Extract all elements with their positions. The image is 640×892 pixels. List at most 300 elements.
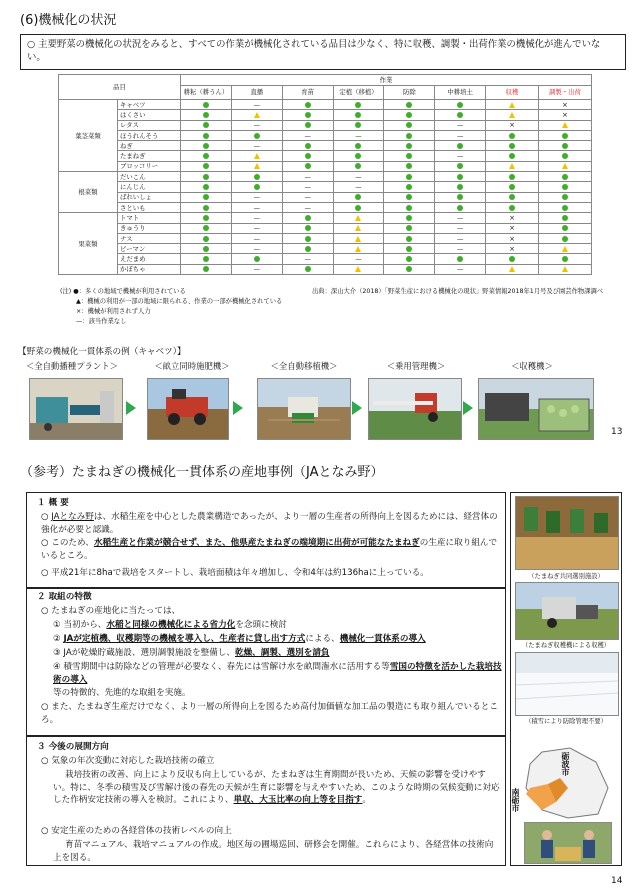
- green-circle-icon: [562, 215, 568, 221]
- mechanized-mark: [435, 172, 486, 182]
- table-row: [59, 141, 592, 151]
- mechanized-mark: [181, 120, 232, 130]
- mechanized-mark: [333, 151, 384, 161]
- features-tail: 等の特徴的、先進的な取組を実施。: [53, 688, 191, 698]
- manual-mark: [538, 110, 591, 120]
- not-applicable-mark: —: [333, 172, 384, 182]
- yellow-triangle-icon: [355, 225, 361, 231]
- mechanized-mark: [538, 213, 591, 223]
- green-circle-icon: [406, 266, 412, 272]
- mechanized-mark: [486, 182, 539, 192]
- green-circle-icon: [203, 102, 209, 108]
- yellow-triangle-icon: [509, 266, 515, 272]
- green-circle-icon: [355, 102, 361, 108]
- mechanized-mark: [282, 161, 333, 171]
- green-circle-icon: [203, 122, 209, 128]
- partial-mark: [231, 110, 282, 120]
- green-circle-icon: [562, 256, 568, 262]
- header-item: 品目: [59, 75, 181, 100]
- not-applicable-mark: —: [435, 233, 486, 243]
- green-circle-icon: [562, 205, 568, 211]
- green-circle-icon: [406, 256, 412, 262]
- mechanized-mark: [282, 141, 333, 151]
- green-circle-icon: [203, 194, 209, 200]
- yellow-triangle-icon: [355, 246, 361, 252]
- partial-mark: [486, 100, 539, 110]
- mechanized-mark: [435, 141, 486, 151]
- not-applicable-mark: —: [231, 233, 282, 243]
- feature-2-underline-1: JAが定植機、収穫期等の機械を導入し、生産者に貸し出す方式: [63, 634, 306, 644]
- crop-name: トマト: [117, 213, 180, 223]
- mechanized-mark: [538, 223, 591, 233]
- partial-mark: [333, 244, 384, 254]
- partial-mark: [333, 223, 384, 233]
- flow-arrow-3: [352, 401, 362, 415]
- green-circle-icon: [406, 246, 412, 252]
- green-circle-icon: [355, 143, 361, 149]
- mechanized-mark: [486, 254, 539, 264]
- crop-name: ナス: [117, 233, 180, 243]
- cabbage-flow-title: 【野菜の機械化一貫体系の例（キャベツ）】: [18, 347, 186, 357]
- table-row: [59, 182, 592, 192]
- crop-name: きゅうり: [117, 223, 180, 233]
- mechanized-mark: [282, 223, 333, 233]
- green-circle-icon: [457, 256, 463, 262]
- green-circle-icon: [562, 143, 568, 149]
- mechanized-mark: [538, 130, 591, 140]
- manual-mark: [486, 244, 539, 254]
- green-circle-icon: [355, 163, 361, 169]
- green-circle-icon: [509, 194, 515, 200]
- cross-icon: ×: [509, 244, 515, 253]
- mechanized-mark: [384, 244, 435, 254]
- work-header: 直播: [231, 86, 282, 100]
- green-circle-icon: [305, 163, 311, 169]
- green-circle-icon: [457, 174, 463, 180]
- future-item-1-end: 。: [362, 795, 372, 806]
- mechanized-mark: [538, 202, 591, 212]
- green-circle-icon: [406, 153, 412, 159]
- not-applicable-mark: —: [282, 254, 333, 264]
- mechanized-mark: [384, 233, 435, 243]
- mechanized-mark: [333, 161, 384, 171]
- mechanized-mark: [486, 172, 539, 182]
- caption-harvester: （たまねぎ収穫機による収穫）: [521, 642, 611, 649]
- step-label-2: ＜畝立同時施肥機＞: [154, 361, 230, 371]
- caption-sorting: （たまねぎ共同選別施設）: [528, 573, 604, 580]
- future-item-1-underline: 単収、大玉比率の向上等を目指す: [233, 795, 363, 806]
- mechanized-mark: [282, 264, 333, 274]
- table-row: [59, 120, 592, 130]
- green-circle-icon: [406, 112, 412, 118]
- mechanized-mark: [181, 110, 232, 120]
- not-applicable-mark: —: [231, 120, 282, 130]
- partial-mark: [538, 120, 591, 130]
- yellow-triangle-icon: [355, 236, 361, 242]
- partial-mark: [538, 244, 591, 254]
- green-circle-icon: [355, 205, 361, 211]
- green-circle-icon: [562, 184, 568, 190]
- yellow-triangle-icon: [509, 102, 515, 108]
- yellow-triangle-icon: [509, 112, 515, 118]
- mechanized-mark: [384, 151, 435, 161]
- crop-name: ばれいしょ: [117, 192, 180, 202]
- mechanized-mark: [538, 151, 591, 161]
- green-circle-icon: [406, 194, 412, 200]
- crop-name: にんじん: [117, 182, 180, 192]
- green-circle-icon: [305, 122, 311, 128]
- feature-1-lead: ① 当初から、: [53, 620, 107, 630]
- crop-name: ブロッコリー: [117, 161, 180, 171]
- mechanized-mark: [384, 110, 435, 120]
- mechanized-mark: [384, 182, 435, 192]
- overview-para-3: ○ 平成21年に8haで栽培をスタートし、栽培面積は年々増加し、令和4年は約136haに上っている。: [41, 568, 429, 578]
- not-applicable-mark: —: [231, 141, 282, 151]
- green-circle-icon: [406, 225, 412, 231]
- green-circle-icon: [509, 133, 515, 139]
- not-applicable-mark: —: [435, 223, 486, 233]
- mechanized-mark: [333, 100, 384, 110]
- green-circle-icon: [355, 122, 361, 128]
- yellow-triangle-icon: [355, 266, 361, 272]
- mechanized-mark: [384, 100, 435, 110]
- green-circle-icon: [406, 215, 412, 221]
- green-circle-icon: [509, 174, 515, 180]
- mechanized-mark: [435, 202, 486, 212]
- mechanized-mark: [181, 172, 232, 182]
- partial-mark: [486, 110, 539, 120]
- table-row: [59, 244, 592, 254]
- mechanized-mark: [486, 130, 539, 140]
- table-row: [59, 202, 592, 212]
- not-applicable-mark: —: [231, 192, 282, 202]
- table-row: [59, 254, 592, 264]
- partial-mark: [538, 161, 591, 171]
- green-circle-icon: [305, 215, 311, 221]
- yellow-triangle-icon: [562, 122, 568, 128]
- mechanized-mark: [181, 141, 232, 151]
- green-circle-icon: [203, 112, 209, 118]
- feature-1-rest: を念頭に検討: [235, 620, 287, 630]
- group-label: 果菜類: [59, 213, 118, 275]
- feature-3-underline: 乾燥、調製、選別を請負: [234, 648, 330, 658]
- yellow-triangle-icon: [562, 163, 568, 169]
- mechanized-mark: [181, 192, 232, 202]
- overview-p1-underline: JAとなみ野: [51, 512, 94, 522]
- future-item-2-body: 育苗マニュアル、栽培マニュアルの作成。地区毎の圃場巡回、研修会を開催。これらにより、各経営体の技術向上を図る。: [53, 840, 494, 863]
- overview-p1-lead: ○: [41, 512, 52, 522]
- green-circle-icon: [406, 133, 412, 139]
- mechanized-mark: [181, 202, 232, 212]
- mechanized-mark: [384, 223, 435, 233]
- green-circle-icon: [254, 133, 260, 139]
- green-circle-icon: [406, 143, 412, 149]
- table-row: [59, 172, 592, 182]
- future-item-1-body: [53, 769, 501, 807]
- harvester-photo: [478, 378, 594, 440]
- mechanized-mark: [384, 120, 435, 130]
- table-row: [59, 161, 592, 171]
- not-applicable-mark: —: [231, 213, 282, 223]
- manual-mark: [486, 213, 539, 223]
- not-applicable-mark: —: [282, 172, 333, 182]
- feature-4: [53, 661, 503, 686]
- table-row: [59, 192, 592, 202]
- not-applicable-mark: —: [333, 130, 384, 140]
- yellow-triangle-icon: [562, 266, 568, 272]
- mechanized-mark: [538, 172, 591, 182]
- green-circle-icon: [203, 143, 209, 149]
- green-circle-icon: [406, 163, 412, 169]
- feature-3: [53, 647, 503, 660]
- crop-name: ほうれんそう: [117, 130, 180, 140]
- green-circle-icon: [254, 256, 260, 262]
- green-circle-icon: [305, 246, 311, 252]
- summary-box: ○ 主要野菜の機械化の状況をみると、すべての作業が機械化されている品目は少なく、特に収穫、調製・出荷作業の機械化が進んでいない。: [20, 34, 626, 70]
- work-header: 育苗: [282, 86, 333, 100]
- map-label-tonami: 砺波市: [561, 752, 570, 776]
- table-notes: [60, 287, 282, 327]
- green-circle-icon: [562, 236, 568, 242]
- mechanized-mark: [282, 151, 333, 161]
- crop-name: かぼちゃ: [117, 264, 180, 274]
- green-circle-icon: [509, 184, 515, 190]
- green-circle-icon: [509, 256, 515, 262]
- yellow-triangle-icon: [562, 246, 568, 252]
- green-circle-icon: [203, 236, 209, 242]
- feature-1: [53, 619, 503, 632]
- partial-mark: [333, 264, 384, 274]
- sorting-facility-photo: [515, 496, 619, 570]
- crop-name: はくさい: [117, 110, 180, 120]
- green-circle-icon: [203, 225, 209, 231]
- mechanized-mark: [333, 192, 384, 202]
- green-circle-icon: [355, 112, 361, 118]
- mechanized-mark: [181, 264, 232, 274]
- mechanized-mark: [231, 254, 282, 264]
- flow-arrow-4: [463, 401, 473, 415]
- partial-mark: [486, 161, 539, 171]
- mechanized-mark: [282, 100, 333, 110]
- not-applicable-mark: —: [435, 244, 486, 254]
- not-applicable-mark: —: [333, 182, 384, 192]
- mechanized-mark: [435, 182, 486, 192]
- crop-name: さといも: [117, 202, 180, 212]
- feature-4-underline: 雪国の特徴を活かした栽培技術の導入: [53, 662, 502, 685]
- green-circle-icon: [355, 194, 361, 200]
- not-applicable-mark: —: [435, 264, 486, 274]
- not-applicable-mark: —: [282, 202, 333, 212]
- mechanized-mark: [181, 100, 232, 110]
- partial-mark: [231, 151, 282, 161]
- mechanized-mark: [231, 172, 282, 182]
- green-circle-icon: [562, 153, 568, 159]
- mechanized-mark: [282, 120, 333, 130]
- overview-p1-rest: は、水稲生産を中心とした農業構造であったが、より一層の生産者の所得向上を図るためには、経営体の強化が必要と認識。: [41, 512, 498, 535]
- mechanized-mark: [384, 254, 435, 264]
- green-circle-icon: [406, 236, 412, 242]
- onion-harvester-photo: [515, 582, 619, 640]
- green-circle-icon: [406, 174, 412, 180]
- cross-icon: ×: [509, 121, 515, 130]
- manual-mark: [486, 120, 539, 130]
- overview-p2-lead: ○ このため、: [41, 538, 94, 548]
- green-circle-icon: [457, 143, 463, 149]
- map-label-nanto: 南砺市: [511, 788, 520, 812]
- overview-p2-underline: 水稲生産と作業が競合せず、また、他県産たまねぎの端境期に出荷が可能なたまねぎ: [93, 538, 420, 548]
- step-label-3: ＜全自動移植機＞: [270, 361, 338, 371]
- mechanized-mark: [181, 130, 232, 140]
- not-applicable-mark: —: [282, 192, 333, 202]
- header-work: 作業: [181, 75, 592, 86]
- mechanized-mark: [231, 182, 282, 192]
- note-3: ×：機械が利用されず人力: [76, 308, 151, 315]
- partial-mark: [231, 161, 282, 171]
- not-applicable-mark: —: [435, 151, 486, 161]
- future-heading: ３ 今後の展開方向: [37, 742, 109, 752]
- green-circle-icon: [203, 215, 209, 221]
- manual-mark: [538, 100, 591, 110]
- feature-4-lead: ④ 積雪期間中は防除などの管理が必要なく、春先には雪解け水を畝間潅水に活用する等: [53, 662, 390, 672]
- work-header: 調製・出荷: [538, 86, 591, 100]
- green-circle-icon: [305, 102, 311, 108]
- green-circle-icon: [509, 205, 515, 211]
- green-circle-icon: [203, 205, 209, 211]
- future-item-1-text: 栽培技術の改善、向上により反収も向上しているが、たまねぎは生育期間が長いため、天候の影響を受けやすい。特に、冬季の積雪及び雪解け後の春先の天候が生育に影響を与えやすいため、このような時期の気候変動に対応した作柄安定技術の導入を検討。これにより、: [53, 770, 500, 806]
- green-circle-icon: [562, 133, 568, 139]
- green-circle-icon: [203, 266, 209, 272]
- mechanized-mark: [333, 141, 384, 151]
- riding-management-photo: [368, 378, 462, 440]
- mechanized-mark: [384, 172, 435, 182]
- mechanized-mark: [181, 233, 232, 243]
- caption-snow: （積雪により防除管理不要）: [525, 718, 607, 725]
- group-label: 葉茎菜類: [59, 100, 118, 172]
- features-box: [26, 588, 506, 736]
- cross-icon: ×: [562, 100, 568, 109]
- note-2: ▲：機械の利用が一部の地域に限られる、作業の一部が機械化されている: [76, 298, 283, 305]
- green-circle-icon: [406, 102, 412, 108]
- step-label-5: ＜収穫機＞: [511, 361, 553, 371]
- yellow-triangle-icon: [254, 112, 260, 118]
- mechanized-mark: [538, 254, 591, 264]
- note-1: (注) ●：多くの地域で機械が利用されている: [60, 288, 186, 295]
- not-applicable-mark: —: [282, 130, 333, 140]
- transplanter-photo: [257, 378, 351, 440]
- overview-para-2: [41, 537, 499, 562]
- feature-2-underline-2: 機械化一貫体系の導入: [339, 634, 426, 644]
- partial-mark: [486, 264, 539, 274]
- green-circle-icon: [305, 225, 311, 231]
- mechanized-mark: [181, 213, 232, 223]
- green-circle-icon: [457, 184, 463, 190]
- work-header: 防除: [384, 86, 435, 100]
- mechanized-mark: [384, 161, 435, 171]
- green-circle-icon: [305, 112, 311, 118]
- ridge-fertilizer-photo: [147, 378, 229, 440]
- mechanized-mark: [181, 182, 232, 192]
- future-item-2: ○ 安定生産のための各経営体の技術レベルの向上: [41, 826, 232, 836]
- green-circle-icon: [305, 236, 311, 242]
- not-applicable-mark: —: [231, 202, 282, 212]
- mechanized-mark: [384, 192, 435, 202]
- yellow-triangle-icon: [254, 153, 260, 159]
- green-circle-icon: [457, 205, 463, 211]
- green-circle-icon: [203, 256, 209, 262]
- onion-section-title: （参考）たまねぎの機械化一貫体系の産地事例（JAとなみ野）: [20, 465, 384, 480]
- overview-p2-rest: の生産に取り組んでいるところ。: [41, 538, 498, 561]
- mechanized-mark: [486, 141, 539, 151]
- green-circle-icon: [203, 163, 209, 169]
- green-circle-icon: [457, 112, 463, 118]
- crop-name: たまねぎ: [117, 151, 180, 161]
- mechanized-mark: [181, 151, 232, 161]
- work-header: 収穫: [486, 86, 539, 100]
- mechanized-mark: [435, 161, 486, 171]
- mechanized-mark: [486, 192, 539, 202]
- yellow-triangle-icon: [509, 163, 515, 169]
- mechanized-mark: [181, 244, 232, 254]
- partial-mark: [333, 213, 384, 223]
- green-circle-icon: [562, 194, 568, 200]
- page-number-14: 14: [611, 876, 623, 886]
- not-applicable-mark: —: [435, 130, 486, 140]
- not-applicable-mark: —: [282, 182, 333, 192]
- work-header: 中耕培土: [435, 86, 486, 100]
- mechanized-mark: [435, 110, 486, 120]
- green-circle-icon: [355, 153, 361, 159]
- table-row: [59, 110, 592, 120]
- green-circle-icon: [305, 266, 311, 272]
- green-circle-icon: [203, 153, 209, 159]
- crop-name: レタス: [117, 120, 180, 130]
- not-applicable-mark: —: [231, 100, 282, 110]
- manual-mark: [486, 233, 539, 243]
- not-applicable-mark: —: [231, 264, 282, 274]
- feature-2-lead: ②: [53, 634, 64, 644]
- table-row: [59, 223, 592, 233]
- step-label-1: ＜全自動播種プラント＞: [25, 361, 119, 371]
- crop-name: だいこん: [117, 172, 180, 182]
- green-circle-icon: [254, 184, 260, 190]
- future-box: [26, 736, 506, 866]
- mechanized-mark: [538, 192, 591, 202]
- not-applicable-mark: —: [435, 120, 486, 130]
- work-header: 定植（移植）: [333, 86, 384, 100]
- green-circle-icon: [203, 184, 209, 190]
- feature-3-lead: ③ JAが乾燥貯蔵施設、選別調製施設を整備し、: [53, 648, 235, 658]
- cross-icon: ×: [509, 213, 515, 222]
- crop-name: ピーマン: [117, 244, 180, 254]
- manual-mark: [486, 223, 539, 233]
- mechanized-mark: [435, 100, 486, 110]
- not-applicable-mark: —: [231, 244, 282, 254]
- features-intro: ○ たまねぎの産地化に当たっては、: [41, 606, 181, 616]
- green-circle-icon: [305, 153, 311, 159]
- table-row: [59, 213, 592, 223]
- mechanized-mark: [282, 233, 333, 243]
- cross-icon: ×: [509, 234, 515, 243]
- green-circle-icon: [203, 246, 209, 252]
- not-applicable-mark: —: [231, 223, 282, 233]
- mechanized-mark: [538, 233, 591, 243]
- crop-name: キャベツ: [117, 100, 180, 110]
- crop-name: ねぎ: [117, 141, 180, 151]
- group-label: 根菜類: [59, 172, 118, 213]
- table-source: 出典：深山大介（2018）「野菜生産における機械化の現状」野菜情報2018年1月号及び園芸作物課調べ: [312, 288, 604, 295]
- work-header: 耕耘（耕うん）: [181, 86, 232, 100]
- mechanized-mark: [384, 264, 435, 274]
